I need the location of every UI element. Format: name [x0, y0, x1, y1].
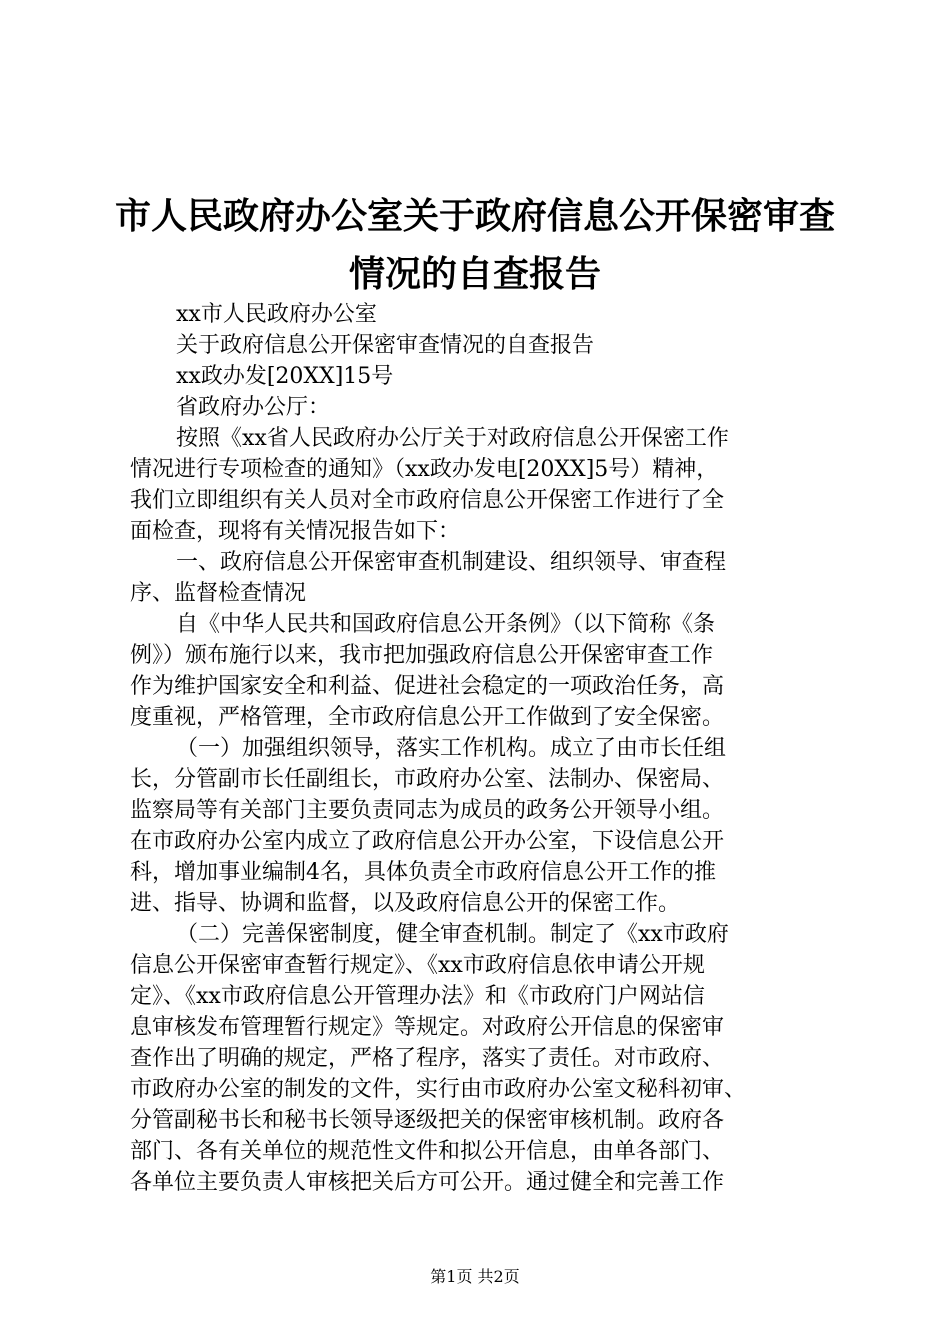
- document-title-line-2: 情况的自查报告: [348, 254, 601, 295]
- body-line: 查作出了明确的规定，严格了程序，落实了责任。对市政府、: [130, 1046, 725, 1071]
- body-line: 部门、各有关单位的规范性文件和拟公开信息，由单各部门、: [130, 1139, 725, 1164]
- body-line: 面检查，现将有关情况报告如下：: [130, 519, 461, 544]
- body-line: 省政府办公厅：: [176, 395, 331, 420]
- body-line: xx市人民政府办公室: [176, 302, 377, 327]
- document-title-line-1: 市人民政府办公室关于政府信息公开保密审查: [114, 196, 835, 237]
- body-line: 度重视，严格管理，全市政府信息公开工作做到了安全保密。: [130, 705, 725, 730]
- body-line: 科，增加事业编制4名，具体负责全市政府信息公开工作的推: [130, 860, 716, 885]
- document-body: [130, 299, 830, 1198]
- body-line: 信息公开保密审查暂行规定》、《xx市政府信息依申请公开规: [130, 953, 705, 978]
- body-line: 息审核发布管理暂行规定》等规定。对政府公开信息的保密审: [130, 1015, 725, 1040]
- body-line: xx政办发[20XX]15号: [176, 364, 394, 389]
- body-line: （一）加强组织领导，落实工作机构。成立了由市长任组: [176, 736, 727, 761]
- body-line: 序、监督检查情况: [130, 581, 307, 606]
- body-line: 分管副秘书长和秘书长领导逐级把关的保密审核机制。政府各: [130, 1108, 725, 1133]
- body-line: 监察局等有关部门主要负责同志为成员的政务公开领导小组。: [130, 798, 725, 823]
- body-line: 情况进行专项检查的通知》（xx政办发电[20XX]5号）精神，: [130, 457, 719, 482]
- page-number-footer: 第1页 共2页: [430, 1267, 520, 1286]
- body-line: 长，分管副市长任副组长，市政府办公室、法制办、保密局、: [130, 767, 725, 792]
- body-line: 进、指导、协调和监督，以及政府信息公开的保密工作。: [130, 891, 681, 916]
- body-line: 关于政府信息公开保密审查情况的自查报告: [176, 333, 595, 358]
- body-line: 作为维护国家安全和利益、促进社会稳定的一项政治任务，高: [130, 674, 725, 699]
- body-line: 一、政府信息公开保密审查机制建设、组织领导、审查程: [176, 550, 727, 575]
- body-line: 我们立即组织有关人员对全市政府信息公开保密工作进行了全: [130, 488, 725, 513]
- body-line: 市政府办公室的制发的文件，实行由市政府办公室文秘科初审、: [130, 1077, 747, 1102]
- body-line: 例》）颁布施行以来，我市把加强政府信息公开保密审查工作: [130, 643, 714, 668]
- body-line: （二）完善保密制度，健全审查机制。制定了《xx市政府: [176, 922, 729, 947]
- body-line: 自《中华人民共和国政府信息公开条例》（以下简称《条: [176, 612, 716, 637]
- body-line: 在市政府办公室内成立了政府信息公开办公室，下设信息公开: [130, 829, 725, 854]
- body-line: 按照《xx省人民政府办公厅关于对政府信息公开保密工作: [176, 426, 729, 451]
- body-line: 定》、《xx市政府信息公开管理办法》和《市政府门户网站信: [130, 984, 705, 1009]
- body-line: 各单位主要负责人审核把关后方可公开。通过健全和完善工作: [130, 1170, 725, 1195]
